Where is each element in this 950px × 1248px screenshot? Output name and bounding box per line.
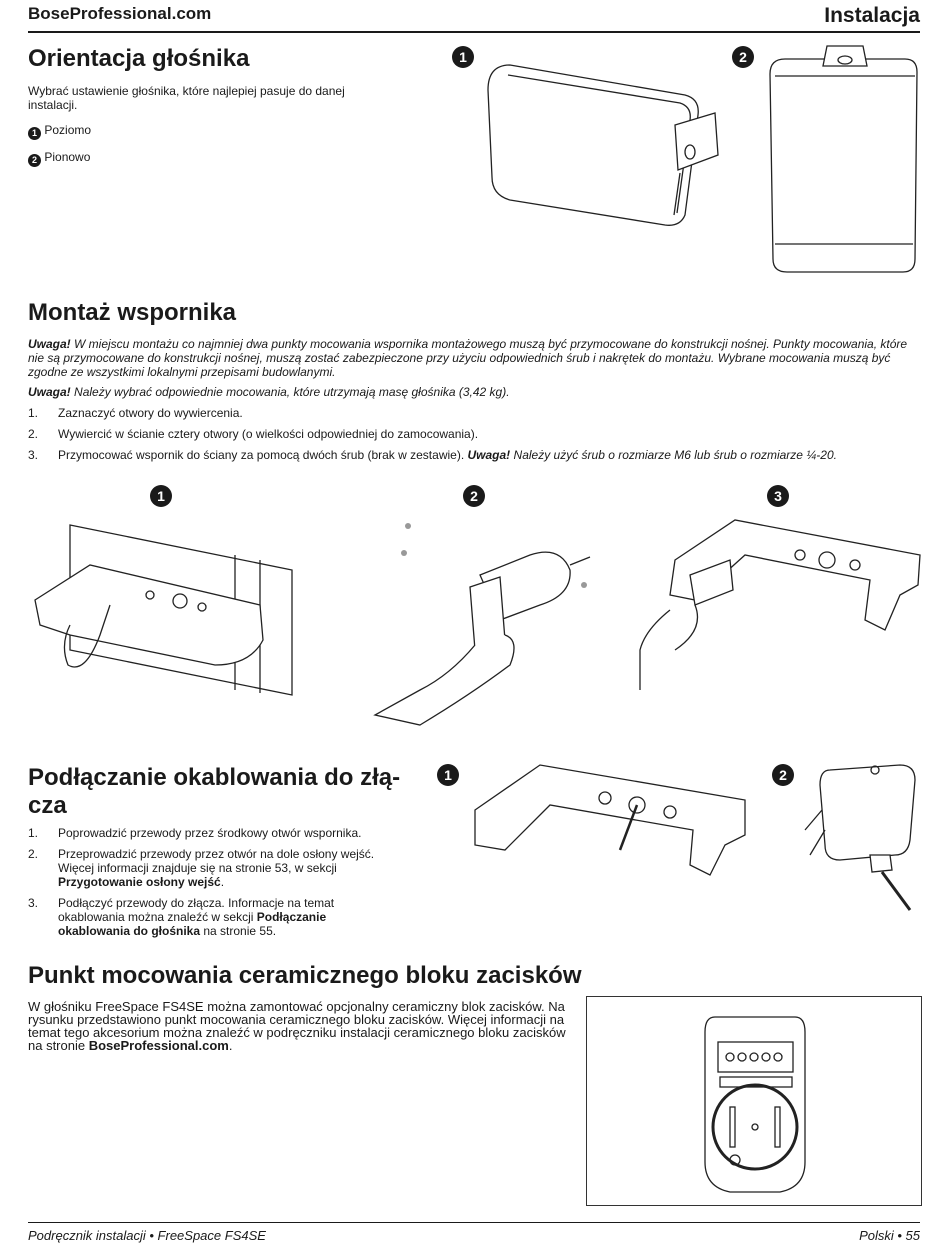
title-line: cza xyxy=(28,792,67,819)
wiring-bracket-illustration xyxy=(465,760,750,880)
step-text: Przymocować wspornik do ściany za pomocą dwóch śrub (brak w zestawie). xyxy=(58,448,468,462)
step-link-text: Przygotowanie osłony wejść xyxy=(58,875,221,889)
figure-badge-wire-cover: 2 xyxy=(772,764,794,786)
bracket-warning-2 xyxy=(28,385,920,399)
step-number: 3. xyxy=(28,896,39,910)
speaker-horizontal-illustration xyxy=(480,55,730,235)
input-cover-illustration xyxy=(800,760,925,910)
wiring-title xyxy=(28,764,408,820)
warning-label: Uwaga! xyxy=(28,337,71,351)
figure-badge-wire-bracket: 1 xyxy=(437,764,459,786)
list-item xyxy=(28,847,398,889)
footer-divider xyxy=(28,1222,920,1223)
list-item xyxy=(28,826,398,840)
orientation-intro: Wybrać ustawienie głośnika, które najlepiej pasuje do danej instalacji. xyxy=(28,84,345,112)
website-link-text: BoseProfessional.com xyxy=(88,1038,229,1053)
title-line: Podłączanie okablowania do złą- xyxy=(28,764,401,791)
step-number: 3. xyxy=(28,448,39,462)
step-text: Poprowadzić przewody przez środkowy otwór wspornika. xyxy=(58,826,362,840)
list-item xyxy=(28,448,920,462)
step-text: Wywiercić w ścianie cztery otwory (o wielkości odpowiedniej do zamocowania). xyxy=(58,427,479,441)
step-text: na stronie 55. xyxy=(200,924,277,938)
footer-document-title: Podręcznik instalacji • FreeSpace FS4SE xyxy=(28,1228,266,1243)
step-number: 1. xyxy=(28,406,39,420)
wiring-steps xyxy=(28,826,398,938)
figure-badge-mark-holes: 1 xyxy=(150,485,172,507)
option-number-badge: 1 xyxy=(28,127,41,140)
fasten-bracket-illustration xyxy=(635,520,925,710)
step-link-text: Podłączanie okablowania do głośnika xyxy=(58,910,327,938)
step-text: Zaznaczyć otwory do wywiercenia. xyxy=(58,406,243,420)
footer-page-number: Polski • 55 xyxy=(859,1228,920,1243)
warning-text: Należy wybrać odpowiednie mocowania, które utrzymają masę głośnika (3,42 kg). xyxy=(70,385,510,399)
warning-label: Uwaga! xyxy=(28,385,71,399)
ceramic-title: Punkt mocowania ceramicznego bloku zacisków xyxy=(28,962,582,989)
mark-holes-illustration xyxy=(30,525,300,705)
ceramic-text xyxy=(28,1000,568,1052)
paragraph-text: W głośniku FreeSpace FS4SE można zamontować opcjonalny ceramiczny blok zacisków. Na rysunku przedstawiono punkt mocowania ceramicznego bloku zacisków. Więcej informacji na temat tego akcesorium można znaleźć w podręczniku instalacji ceramicznego bloku zacisków na stronie xyxy=(28,999,566,1053)
option-number-badge: 2 xyxy=(28,154,41,167)
ceramic-mount-illustration xyxy=(690,1012,820,1198)
list-item xyxy=(28,896,398,938)
figure-badge-drill-holes: 2 xyxy=(463,485,485,507)
speaker-vertical-illustration xyxy=(765,44,925,279)
bracket-title: Montaż wspornika xyxy=(28,299,237,326)
step-text: Podłączyć przewody do złącza. Informacje na temat okablowania można znaleźć w sekcji xyxy=(58,896,335,924)
step-number: 1. xyxy=(28,826,39,840)
warning-text: W miejscu montażu co najmniej dwa punkty mocowania wspornika montażowego muszą być przymocowane do konstrukcji nośnej. Punkty mocowania, które nie są przymocowane do konstrukcji nośnej, muszą zostać zabezpieczone przy użyciu odpowiednich śrub i nakrętek do montażu. Wybrane mocowania muszą być zgodne ze wszystkimi lokalnymi przepisami budowlanymi. xyxy=(28,337,908,379)
drill-illustration xyxy=(360,515,600,730)
orientation-option-2 xyxy=(28,150,90,167)
paragraph-text: . xyxy=(228,1038,233,1053)
warning-text: Należy użyć śrub o rozmiarze M6 lub śrub o rozmiarze ¼-20. xyxy=(510,448,837,462)
step-number: 2. xyxy=(28,847,39,861)
orientation-title: Orientacja głośnika xyxy=(28,45,250,72)
step-number: 2. xyxy=(28,427,39,441)
step-text: . xyxy=(220,875,225,889)
bracket-steps xyxy=(28,406,920,462)
list-item xyxy=(28,427,920,441)
header-brand: BoseProfessional.com xyxy=(28,4,212,23)
figure-badge-vertical: 2 xyxy=(732,46,754,68)
orientation-option-1 xyxy=(28,123,91,140)
option-label: Poziomo xyxy=(44,123,92,137)
figure-badge-horizontal: 1 xyxy=(452,46,474,68)
bracket-warning-1 xyxy=(28,337,920,379)
header-section: Instalacja xyxy=(824,4,920,27)
step-text: Przeprowadzić przewody przez otwór na dole osłony wejść. Więcej informacji znajduje się na stronie 53, w sekcji xyxy=(58,847,375,875)
option-label: Pionowo xyxy=(44,150,91,164)
list-item xyxy=(28,406,920,420)
figure-badge-fasten-bracket: 3 xyxy=(767,485,789,507)
header-divider xyxy=(28,31,920,33)
warning-label: Uwaga! xyxy=(467,448,511,462)
